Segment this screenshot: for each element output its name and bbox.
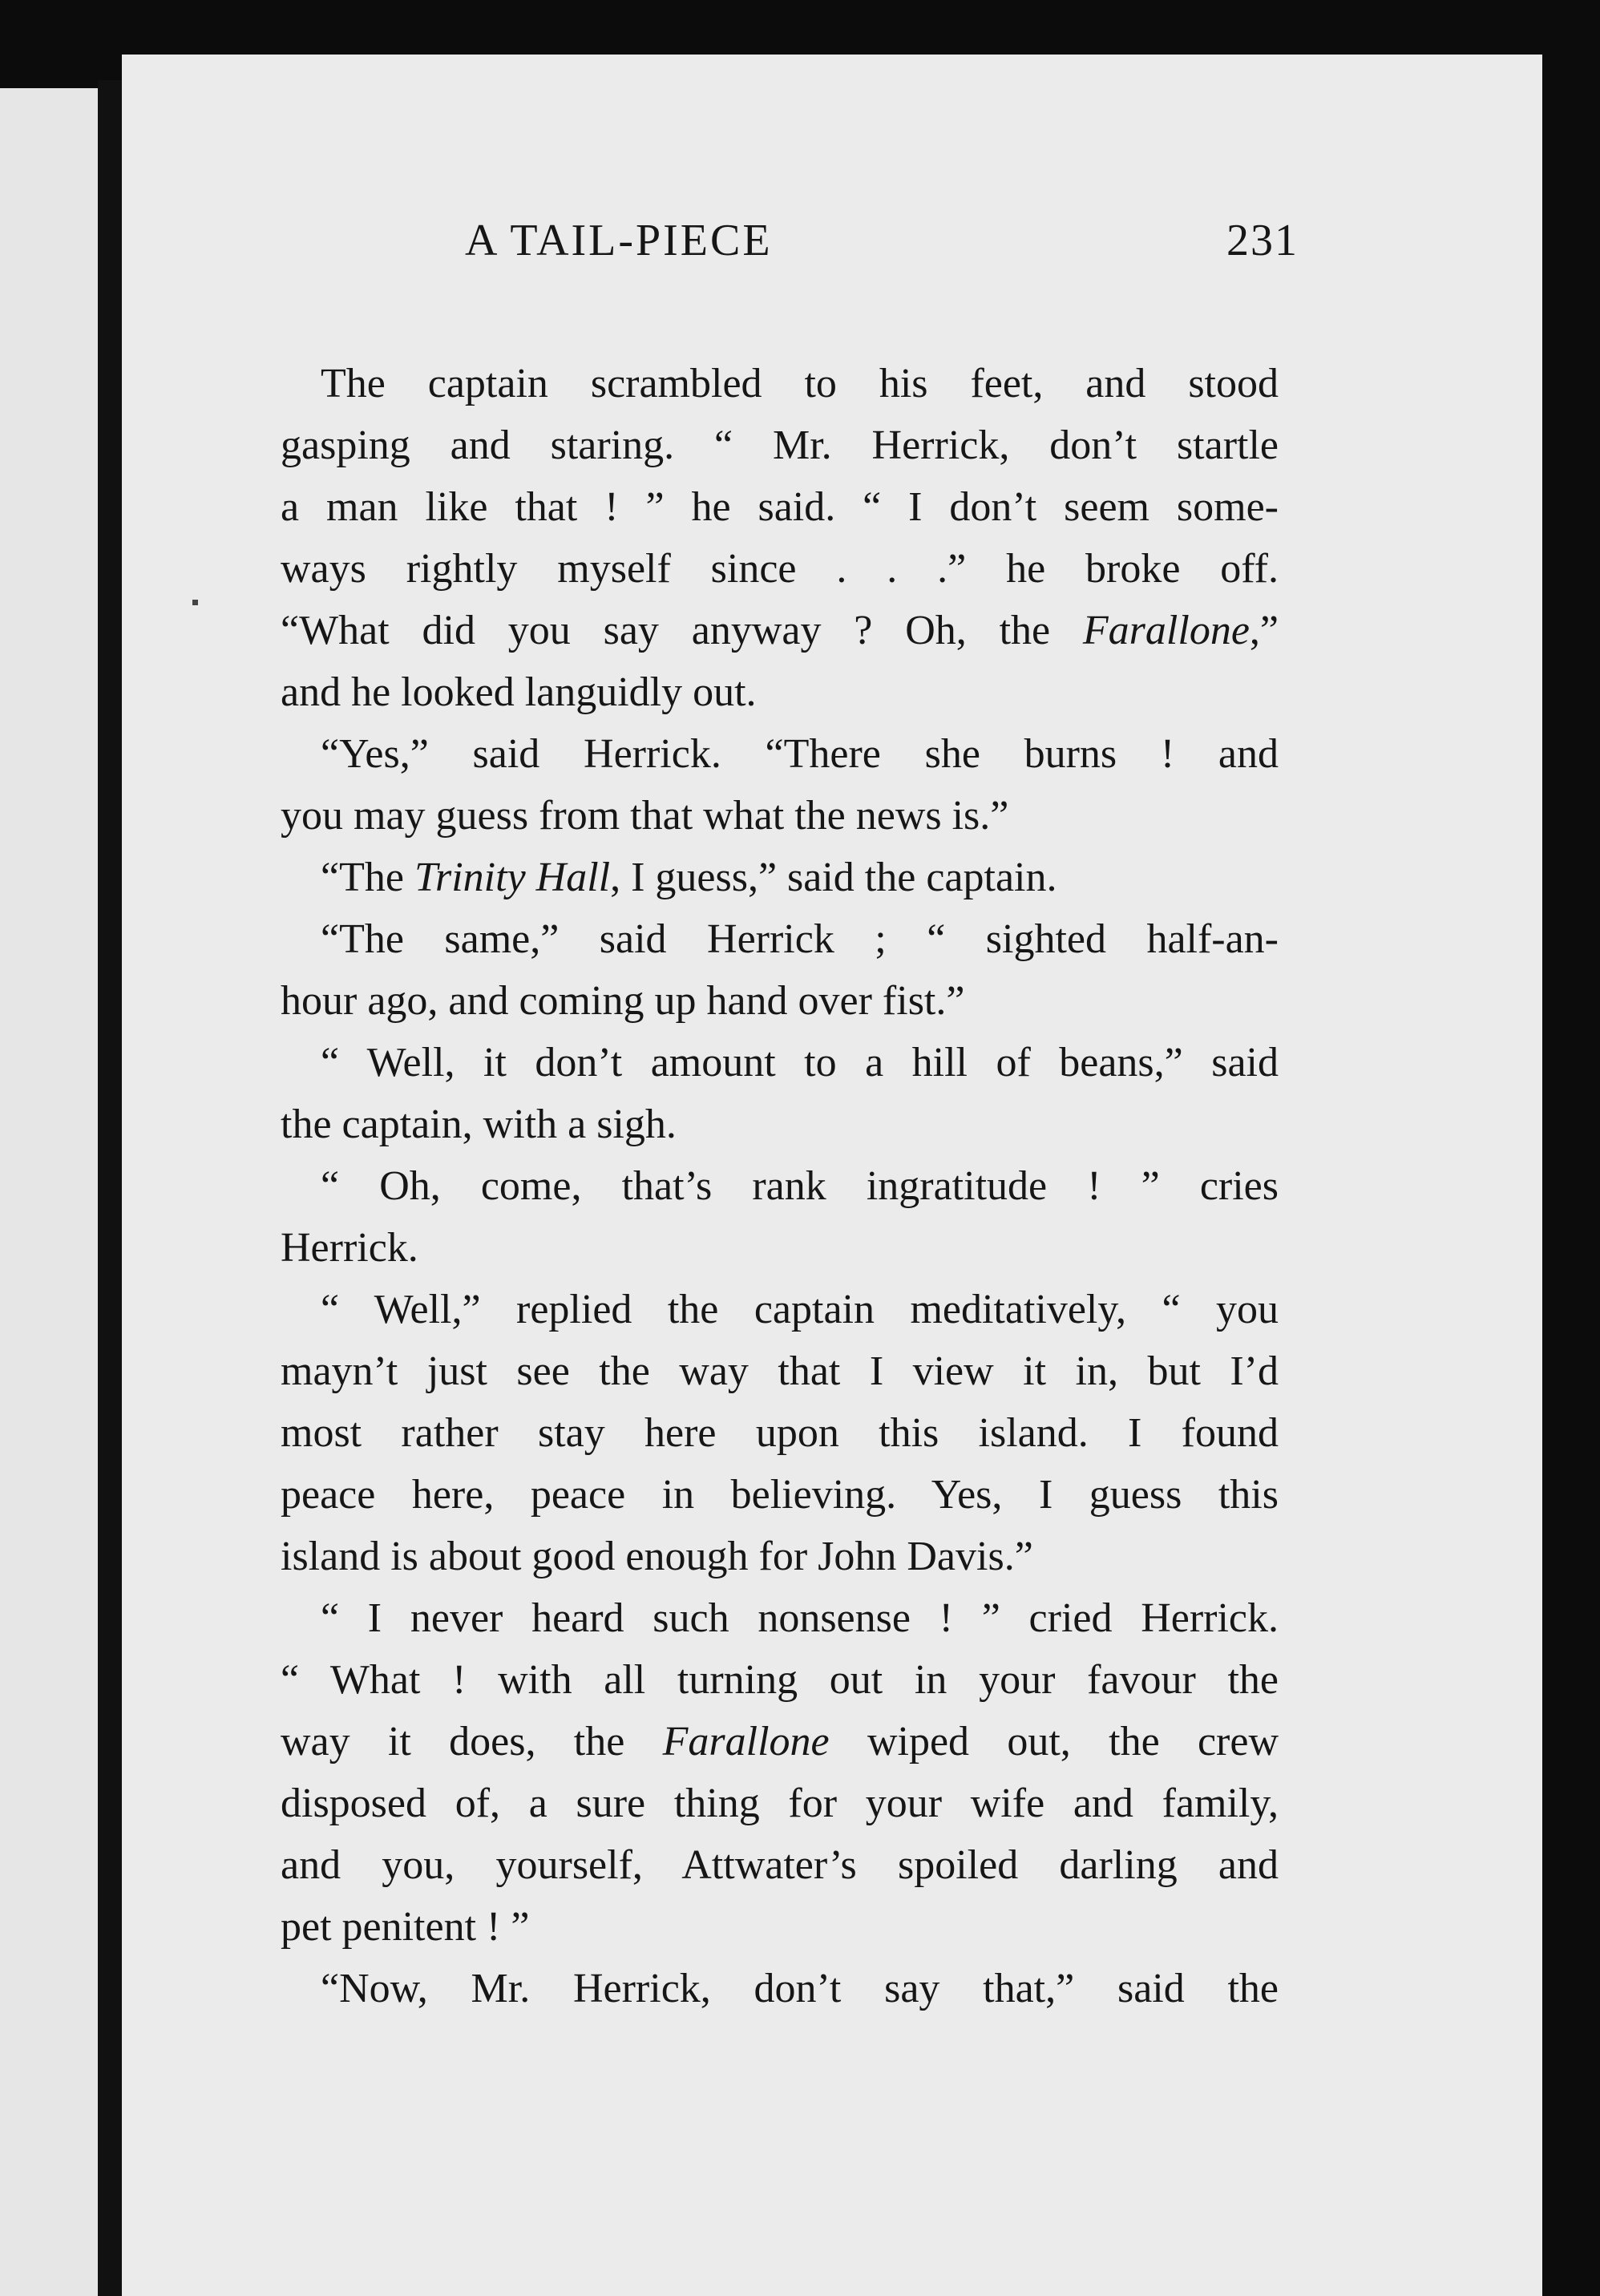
text-line: the captain, with a sigh. <box>281 1102 677 1147</box>
paragraph <box>281 1958 1279 2019</box>
text-line: pet penitent ! ” <box>281 1904 530 1950</box>
text-line: “What did you say anyway ? Oh, the Farallone,” <box>281 608 1279 653</box>
page-header <box>465 215 1299 295</box>
text-line: “ What ! with all turning out in your favour the <box>281 1657 1279 1703</box>
paragraph <box>281 1279 1279 1587</box>
paragraph <box>281 1032 1279 1155</box>
paragraph <box>281 723 1279 847</box>
text-line: “The same,” said Herrick ; “ sighted half-an- <box>321 916 1279 962</box>
paragraph <box>281 1155 1279 1279</box>
text-line: “Now, Mr. Herrick, don’t say that,” said the <box>321 1966 1279 2011</box>
text-line: mayn’t just see the way that I view it in, but I’d <box>281 1348 1279 1394</box>
paragraph <box>281 353 1279 723</box>
text-line: The captain scrambled to his feet, and stood <box>321 361 1279 406</box>
text-line: and he looked languidly out. <box>281 669 757 715</box>
book-gutter <box>98 80 122 2296</box>
text-line: Herrick. <box>281 1225 418 1271</box>
text-line: most rather stay here upon this island. I found <box>281 1410 1279 1456</box>
text-line: “ Well, it don’t amount to a hill of beans,” said <box>321 1040 1279 1085</box>
scan-speck <box>192 600 198 605</box>
running-head: A TAIL-PIECE <box>465 216 773 265</box>
text-line: a man like that ! ” he said. “ I don’t seem some- <box>281 484 1279 530</box>
text-line: “Yes,” said Herrick. “There she burns ! and <box>321 731 1279 777</box>
text-line: and you, yourself, Attwater’s spoiled darling and <box>281 1842 1279 1888</box>
text-line: “ Well,” replied the captain meditatively, “ you <box>321 1287 1279 1332</box>
text-line: ways rightly myself since . . .” he broke off. <box>281 546 1279 592</box>
text-line: way it does, the Farallone wiped out, the crew <box>281 1719 1279 1764</box>
facing-page-edge <box>0 88 100 2296</box>
page-number: 231 <box>1226 216 1299 265</box>
text-line: hour ago, and coming up hand over fist.” <box>281 978 965 1024</box>
text-line: disposed of, a sure thing for your wife and family, <box>281 1781 1279 1826</box>
paragraph <box>281 1587 1279 1958</box>
text-line: “ I never heard such nonsense ! ” cried Herrick. <box>321 1595 1279 1641</box>
text-line: gasping and staring. “ Mr. Herrick, don’t startle <box>281 422 1279 468</box>
text-line: “The Trinity Hall, I guess,” said the captain. <box>321 855 1057 900</box>
text-line: “ Oh, come, that’s rank ingratitude ! ” cries <box>321 1163 1279 1209</box>
text-line: island is about good enough for John Davis.” <box>281 1534 1033 1579</box>
paragraph <box>281 847 1279 908</box>
text-line: you may guess from that what the news is.” <box>281 793 1009 839</box>
body-text <box>281 353 1279 2019</box>
text-line: peace here, peace in believing. Yes, I guess this <box>281 1472 1279 1518</box>
paragraph <box>281 908 1279 1032</box>
